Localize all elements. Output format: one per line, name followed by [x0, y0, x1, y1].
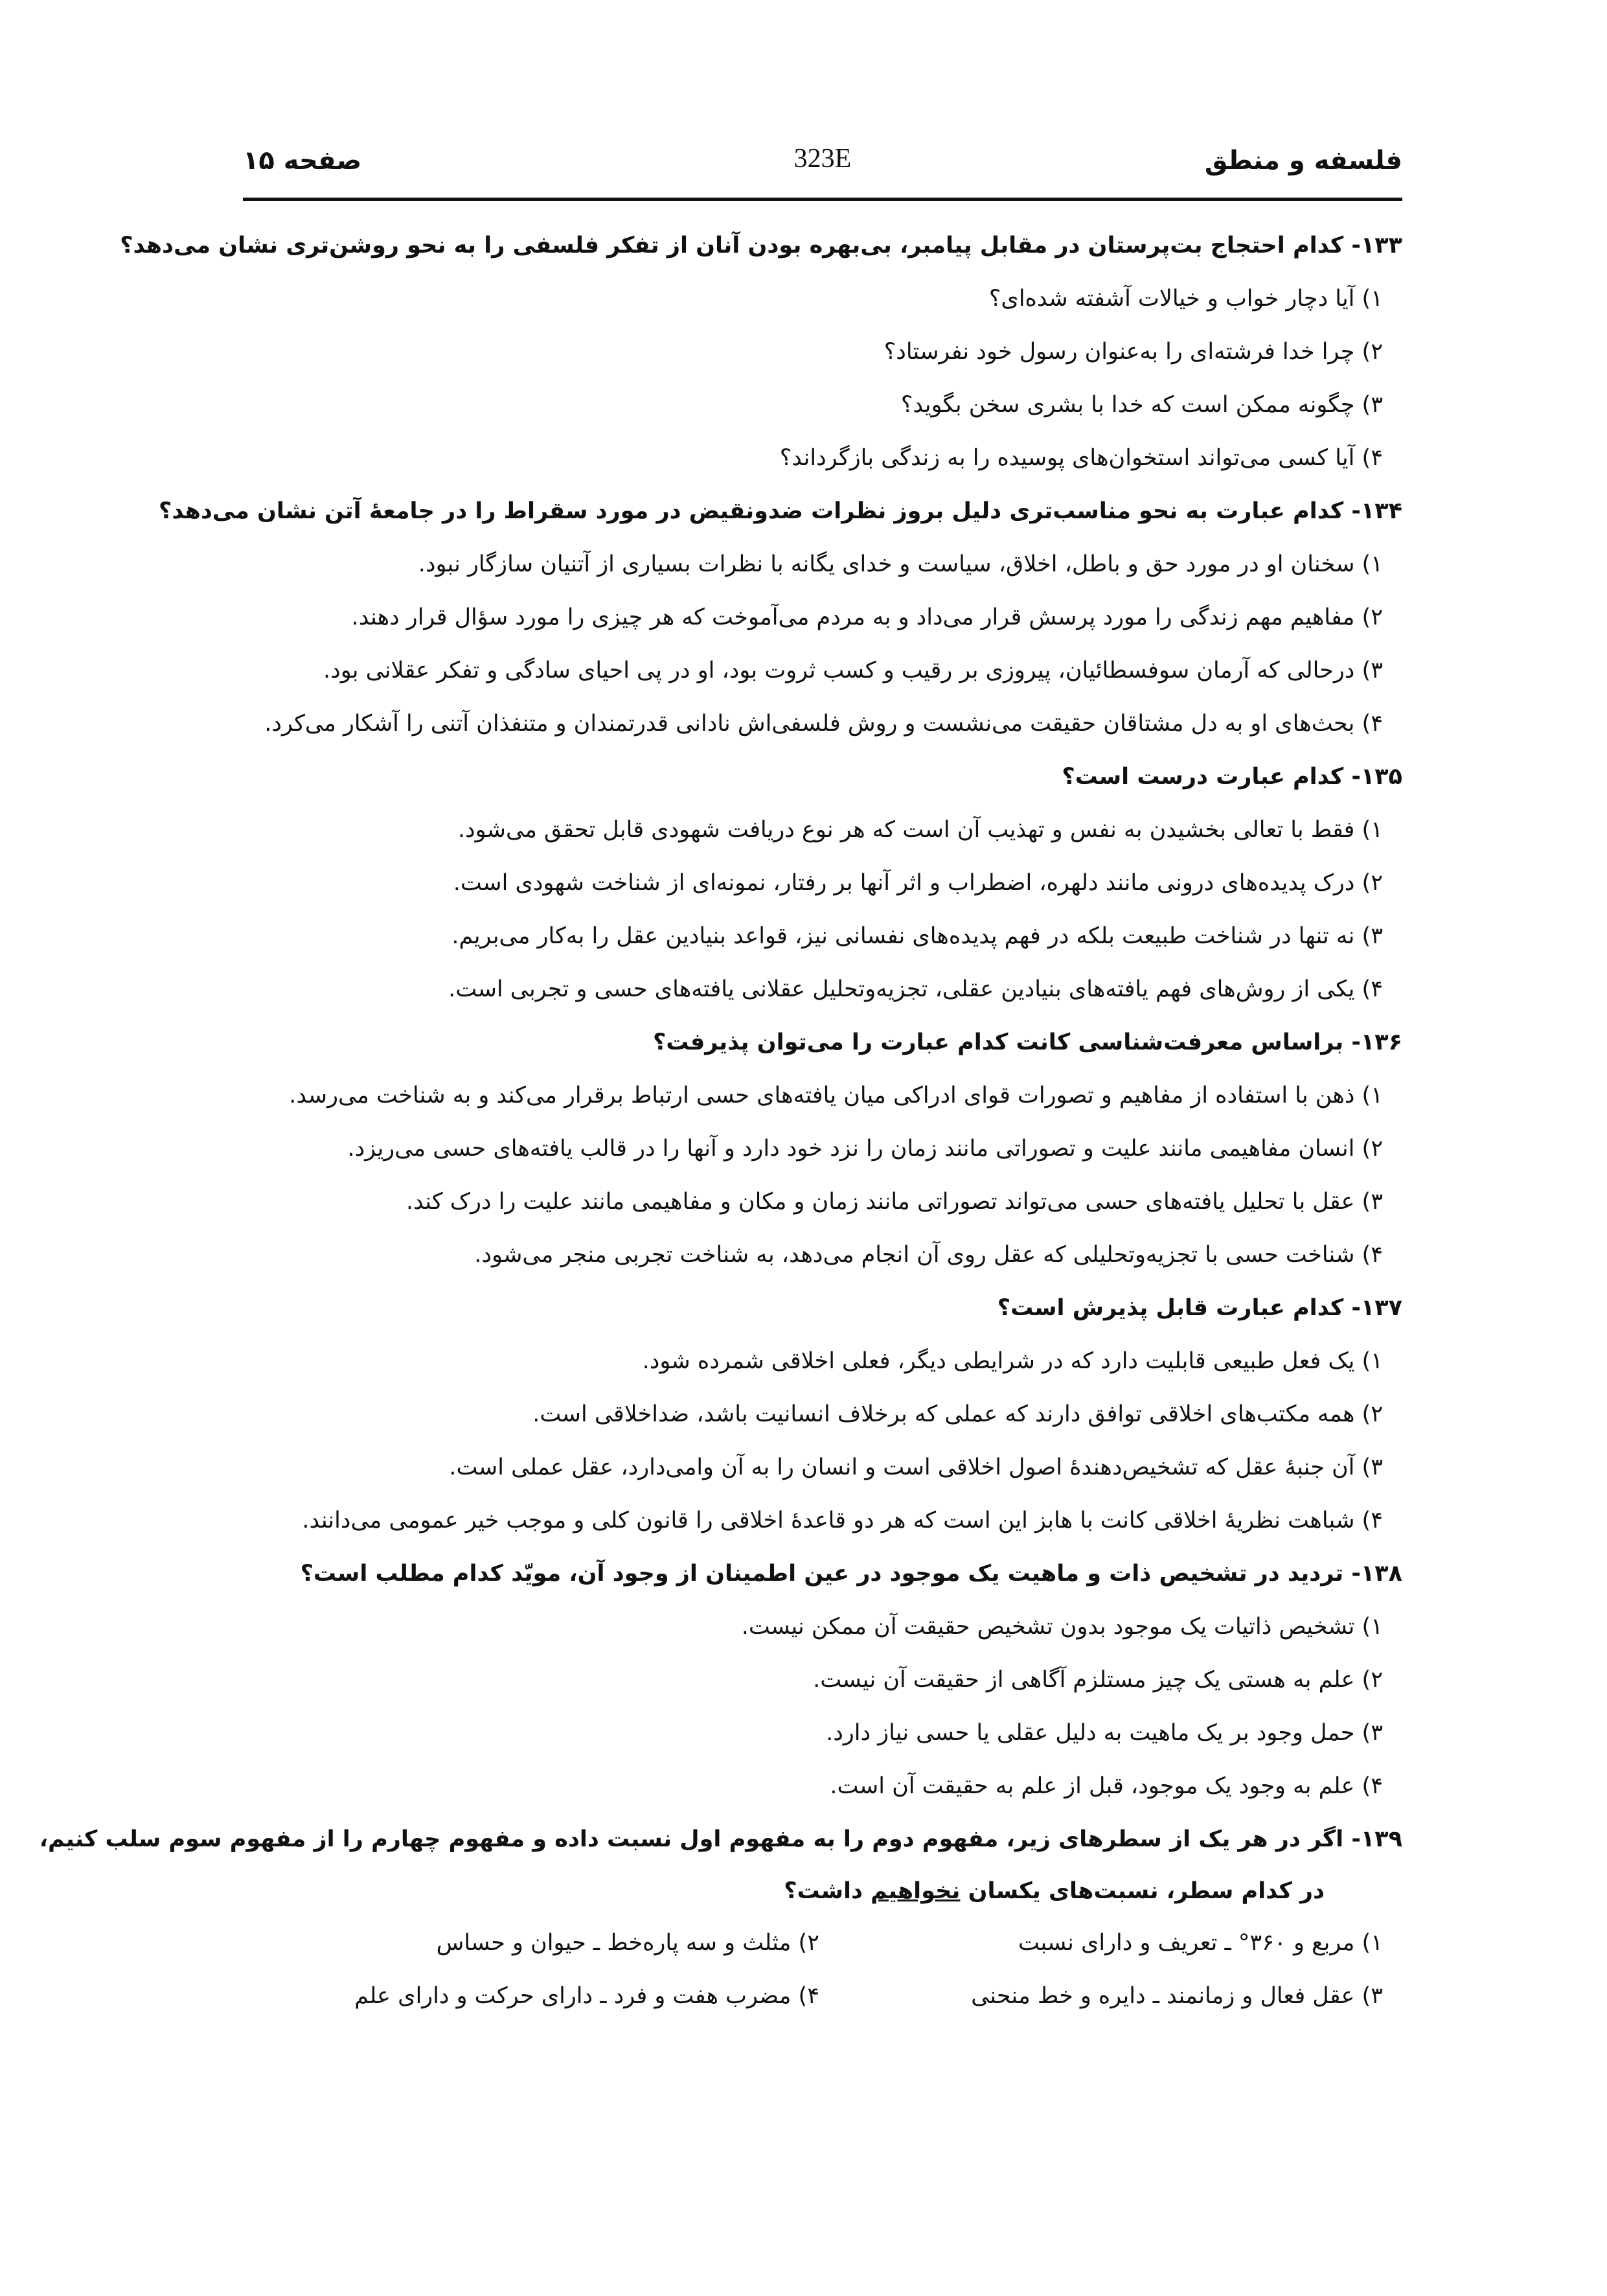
questions-list [39, 219, 1402, 2023]
question-135 [194, 750, 1402, 1016]
question-stem [194, 1281, 1402, 1335]
question-stem [39, 1813, 1402, 1866]
question-number: ۱۳۶- [1351, 1029, 1402, 1055]
page-number: صفحه ۱۵ [243, 146, 362, 176]
option-2: ۲) مثلث و سه پاره‌خط ـ حیوان و حساس [436, 1930, 819, 1956]
option-4: ۴) شناخت حسی با تجزیه‌وتحلیلی که عقل روی آن انجام می‌دهد، به شناخت تجربی منجر می‌شود. [474, 1242, 1383, 1268]
option-1: ۱) سخنان او در مورد حق و باطل، اخلاق، سیاست و خدای یگانه با نظرات بسیاری از آتنیان سازگار نبود. [418, 551, 1383, 577]
option-4: ۴) علم به وجود یک موجود، قبل از علم به حقیقت آن است. [830, 1773, 1383, 1799]
option-4: ۴) آیا کسی می‌تواند استخوان‌های پوسیده را به زندگی بازگرداند؟ [779, 445, 1383, 471]
question-number: ۱۳۷- [1351, 1295, 1402, 1321]
question-134 [159, 485, 1402, 750]
page-header [243, 146, 1402, 191]
question-text-part: داشت؟ [784, 1878, 871, 1904]
question-136 [194, 1016, 1402, 1281]
option-4: ۴) یکی از روش‌های فهم یافته‌های بنیادین عقلی، تجزیه‌وتحلیل عقلانی یافته‌های حسی و تجربی است. [448, 976, 1383, 1002]
subject-title: فلسفه و منطق [1204, 146, 1402, 176]
option-2: ۲) همه مکتب‌های اخلاقی توافق دارند که عملی که برخلاف انسانیت باشد، ضداخلاقی است. [532, 1401, 1383, 1427]
question-stem [120, 219, 1402, 272]
question-stem [194, 1016, 1402, 1069]
underlined-word: نخواهیم [871, 1878, 961, 1904]
option-3: ۳) چگونه ممکن است که خدا با بشری سخن بگوید؟ [900, 392, 1383, 418]
question-stem [194, 1547, 1402, 1600]
option-2: ۲) چرا خدا فرشته‌ای را به‌عنوان رسول خود نفرستاد؟ [883, 339, 1383, 365]
option-1: ۱) ذهن با استفاده از مفاهیم و تصورات قوای ادراکی میان یافته‌های حسی ارتباط برقرار می‌کند و به شناخت می‌رسد. [289, 1083, 1383, 1108]
option-1: ۱) تشخیص ذاتیات یک موجود بدون تشخیص حقیقت آن ممکن نیست. [741, 1614, 1383, 1640]
option-4: ۴) مضرب هفت و فرد ـ دارای حرکت و دارای علم [354, 1983, 819, 2009]
option-2: ۲) علم به هستی یک چیز مستلزم آگاهی از حقیقت آن نیست. [813, 1667, 1383, 1693]
option-3: ۳) عقل با تحلیل یافته‌های حسی می‌تواند تصوراتی مانند زمان و مکان و مفاهیمی مانند علیت را درک کند. [405, 1189, 1383, 1215]
option-1: ۱) آیا دچار خواب و خیالات آشفته شده‌ای؟ [988, 286, 1383, 312]
option-2: ۲) مفاهیم مهم زندگی را مورد پرسش قرار می‌داد و به مردم می‌آموخت که هر چیزی را مورد سؤال قرار دهند. [351, 604, 1383, 630]
question-text: براساس معرفت‌شناسی کانت کدام عبارت را می‌توان پذیرفت؟ [652, 1029, 1344, 1055]
option-3: ۳) نه تنها در شناخت طبیعت بلکه در فهم پدیده‌های نفسانی نیز، قواعد بنیادین عقل را به‌کار می‌بریم. [451, 923, 1383, 949]
question-text: کدام احتجاج بت‌پرستان در مقابل پیامبر، بی‌بهره بودن آنان از تفکر فلسفی را به نحو روشن‌تری نشان می‌دهد؟ [120, 233, 1344, 258]
option-3: ۳) آن جنبهٔ عقل که تشخیص‌دهندهٔ اصول اخلاقی است و انسان را به آن وامی‌دارد، عقل عملی است. [449, 1454, 1383, 1480]
options-grid [194, 1916, 1402, 2023]
question-text-part: در کدام سطر، نسبت‌های یکسان [960, 1878, 1325, 1904]
question-number: ۱۳۳- [1351, 233, 1402, 258]
question-number: ۱۳۸- [1351, 1561, 1402, 1587]
question-137 [194, 1281, 1402, 1547]
question-stem [159, 485, 1402, 538]
question-number: ۱۳۵- [1351, 764, 1402, 790]
question-138 [194, 1547, 1402, 1813]
question-text: کدام عبارت درست است؟ [1062, 764, 1344, 790]
option-1: ۱) یک فعل طبیعی قابلیت دارد که در شرایطی دیگر، فعلی اخلاقی شمرده شود. [642, 1348, 1383, 1374]
question-text: اگر در هر یک از سطرهای زیر، مفهوم دوم را به مفهوم اول نسبت داده و مفهوم چهارم را از مفهوم سوم سلب کنیم، [39, 1826, 1344, 1852]
exam-code: 323E [793, 144, 852, 174]
option-3: ۳) حمل وجود بر یک ماهیت به دلیل عقلی یا حسی نیاز دارد. [826, 1720, 1383, 1746]
question-133 [120, 219, 1402, 485]
option-3: ۳) عقل فعال و زمانمند ـ دایره و خط منحنی [971, 1983, 1383, 2009]
option-1: ۱) مربع و ۳۶۰° ـ تعریف و دارای نسبت [1018, 1930, 1383, 1956]
question-text: کدام عبارت قابل پذیرش است؟ [997, 1295, 1344, 1321]
option-4: ۴) شباهت نظریهٔ اخلاقی کانت با هابز این است که هر دو قاعدهٔ اخلاقی را قانون کلی و موجب خیر عمومی می‌دانند. [302, 1508, 1383, 1533]
question-139 [39, 1813, 1402, 2023]
question-number: ۱۳۹- [1351, 1826, 1402, 1852]
option-4: ۴) بحث‌های او به دل مشتاقان حقیقت می‌نشست و روش فلسفی‌اش نادانی قدرتمندان و متنفذان آتنی را آشکار می‌کرد. [264, 711, 1383, 737]
question-stem-continued [194, 1866, 1402, 1916]
question-text: کدام عبارت به نحو مناسب‌تری دلیل بروز نظرات ضدونقیض در مورد سقراط را در جامعهٔ آتن نشان می‌دهد؟ [159, 498, 1344, 524]
header-divider [243, 198, 1402, 201]
option-2: ۲) انسان مفاهیمی مانند علیت و تصوراتی مانند زمان را نزد خود دارد و آنها را در قالب یافته‌های حسی می‌ریزد. [347, 1136, 1383, 1162]
question-number: ۱۳۴- [1351, 498, 1402, 524]
option-3: ۳) درحالی که آرمان سوفسطائیان، پیروزی بر رقیب و کسب ثروت بود، او در پی احیای سادگی و تفکر عقلانی بود. [323, 658, 1383, 683]
question-stem [194, 750, 1402, 803]
option-1: ۱) فقط با تعالی بخشیدن به نفس و تهذیب آن است که هر نوع دریافت شهودی قابل تحقق می‌شود. [457, 817, 1383, 843]
question-text: تردید در تشخیص ذات و ماهیت یک موجود در عین اطمینان از وجود آن، مویّد کدام مطلب است؟ [300, 1561, 1344, 1587]
option-2: ۲) درک پدیده‌های درونی مانند دلهره، اضطراب و اثر آنها بر رفتار، نمونه‌ای از شناخت شهودی است. [453, 870, 1383, 896]
